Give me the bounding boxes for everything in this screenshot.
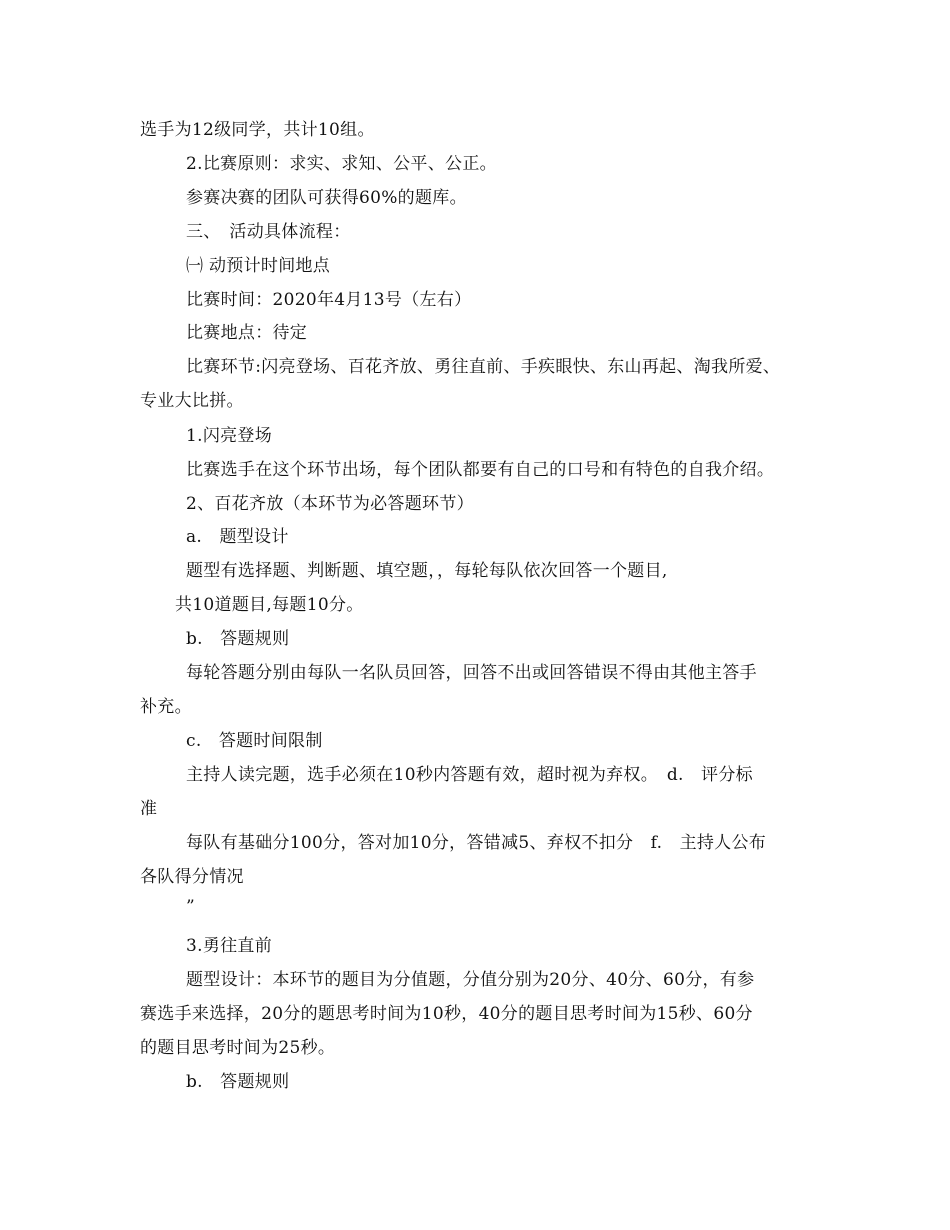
text-line: b. 答题规则: [186, 1072, 290, 1092]
text-line: ㈠ 动预计时间地点: [186, 256, 331, 276]
text-line: 比赛时间：2020年4月13号（左右）: [186, 290, 472, 310]
text-line: 2、百花齐放（本环节为必答题环节）: [186, 494, 474, 514]
text-line: 比赛环节:闪亮登场、百花齐放、勇往直前、手疾眼快、东山再起、淘我所爱、: [186, 357, 781, 377]
text-line: 每队有基础分100分，答对加10分，答错减5、弃权不扣分 f. 主持人公布: [186, 833, 767, 853]
text-line: c. 答题时间限制: [186, 731, 323, 751]
text-line: 2.比赛原则：求实、求知、公平、公正。: [186, 154, 497, 174]
text-line: b. 答题规则: [186, 629, 290, 649]
text-line: 专业大比拼。: [140, 391, 244, 411]
text-line: 题型有选择题、判断题、填空题，，每轮每队依次回答一个题目,: [186, 561, 668, 581]
section-heading: 三、 活动具体流程：: [186, 222, 351, 242]
text-line: 共10道题目,每题10分。: [175, 595, 364, 615]
text-line: 赛选手来选择，20分的题思考时间为10秒，40分的题目思考时间为15秒、60分: [140, 1004, 753, 1024]
text-line: 主持人读完题，选手必须在10秒内答题有效，超时视为弃权。 d. 评分标: [186, 765, 753, 785]
text-line: 1.闪亮登场: [186, 426, 273, 446]
text-line: 参赛决赛的团队可获得60%的题库。: [186, 188, 467, 208]
text-line: 补充。: [140, 697, 192, 717]
text-line: 3.勇往直前: [186, 936, 273, 956]
text-line: ”: [186, 897, 195, 917]
text-line: 比赛选手在这个环节出场，每个团队都要有自己的口号和有特色的自我介绍。: [186, 460, 775, 480]
text-line: 比赛地点：待定: [186, 323, 308, 343]
text-line: 每轮答题分别由每队一名队员回答，回答不出或回答错误不得由其他主答手: [186, 663, 757, 683]
text-line: 题型设计：本环节的题目为分值题，分值分别为20分、40分、60分，有参: [186, 970, 755, 990]
text-line: 选手为12级同学，共计10组。: [140, 120, 375, 140]
text-line: 各队得分情况: [140, 867, 244, 887]
text-line: 的题目思考时间为25秒。: [140, 1038, 336, 1058]
text-line: a. 题型设计: [186, 527, 289, 547]
text-line: 准: [140, 799, 158, 819]
